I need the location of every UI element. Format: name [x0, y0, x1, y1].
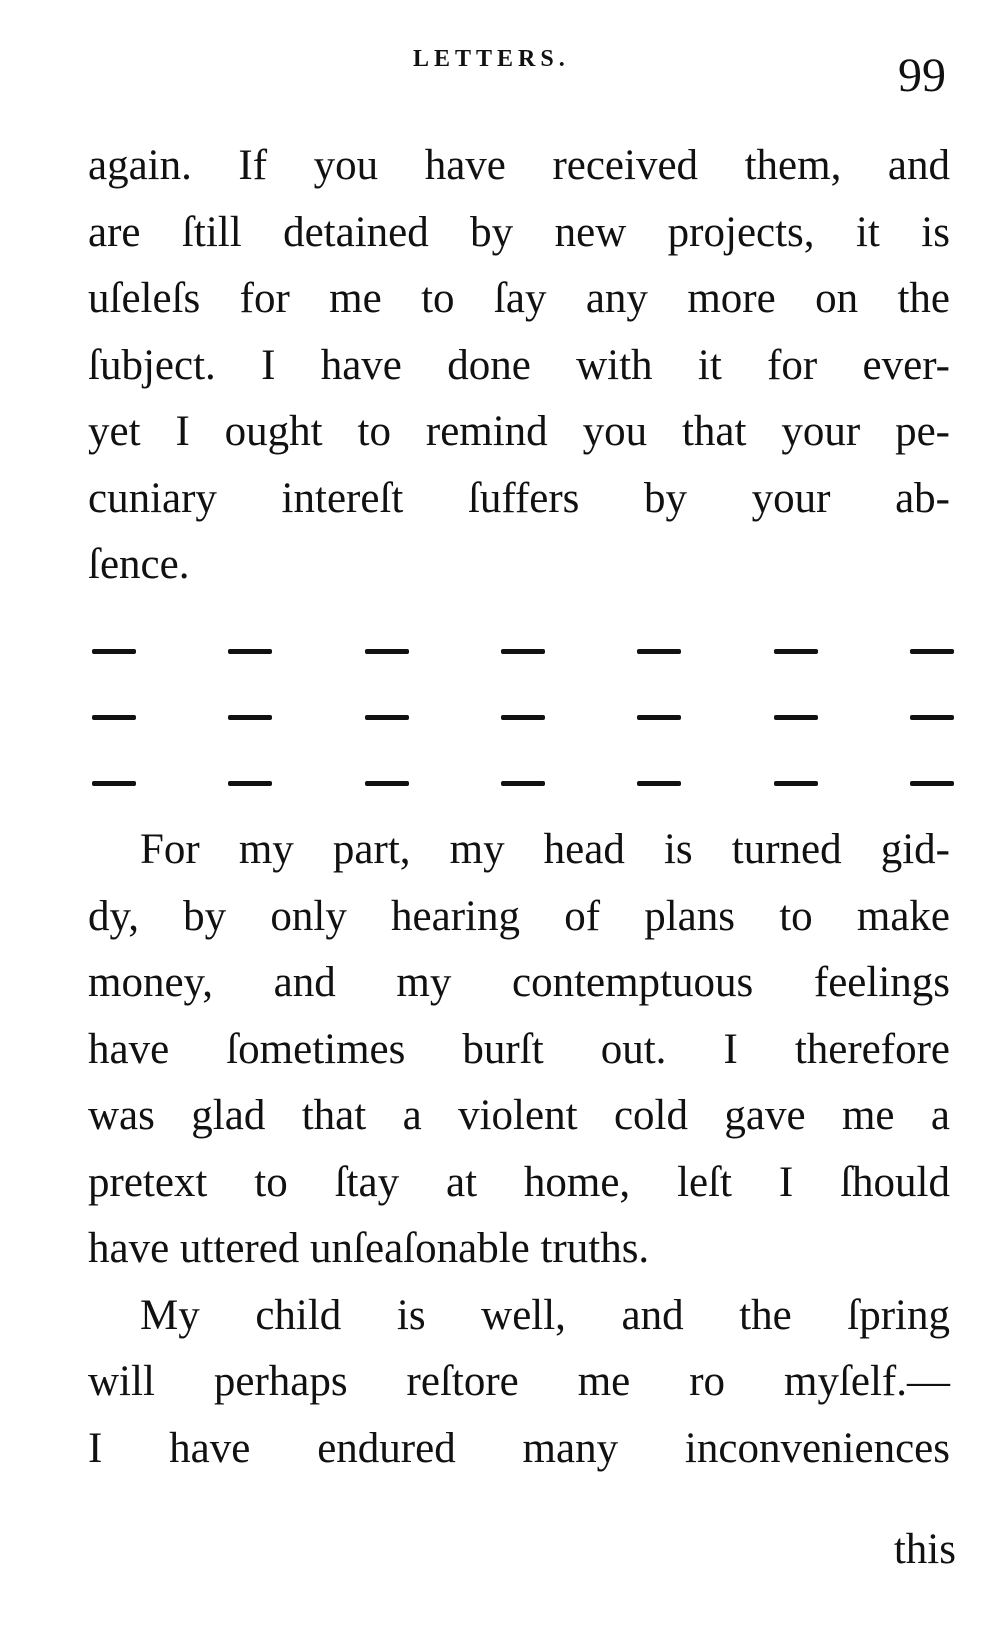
dash-mark: [92, 649, 136, 654]
dash-mark: [637, 781, 681, 786]
dash-mark: [774, 649, 818, 654]
omission-dashes: [92, 618, 954, 816]
dash-mark: [501, 649, 545, 654]
dash-mark: [365, 715, 409, 720]
dash-mark: [910, 649, 954, 654]
text-line: ſubject. I have done with it for ever-: [88, 341, 950, 389]
catchword: this: [893, 1526, 956, 1573]
paragraphs-2-3: [88, 817, 950, 1482]
dash-mark: [501, 715, 545, 720]
dash-mark: [910, 715, 954, 720]
text-line: are ſtill detained by new projects, it is: [88, 208, 950, 256]
text-line: again. If you have received them, and: [88, 142, 950, 189]
dash-mark: [637, 715, 681, 720]
text-line: yet I ought to remind you that your pe-: [88, 408, 950, 455]
dash-mark: [228, 781, 272, 786]
text-line: ſence.: [88, 541, 190, 588]
text-line: I have endured many inconveniences: [88, 1424, 950, 1472]
dash-mark: [228, 715, 272, 720]
running-title: LETTERS.: [413, 46, 570, 72]
dash-mark: [774, 781, 818, 786]
page-number: 99: [898, 49, 946, 102]
dash-row: [92, 750, 954, 816]
dash-row: [92, 684, 954, 750]
text-line: cuniary intereſt ſuffers by your ab-: [88, 474, 950, 522]
dash-mark: [228, 649, 272, 654]
dash-mark: [365, 781, 409, 786]
dash-mark: [910, 781, 954, 786]
dash-mark: [92, 781, 136, 786]
text-line: uſeleſs for me to ſay any more on the: [88, 275, 950, 322]
paragraph-1: [88, 133, 950, 599]
dash-mark: [92, 715, 136, 720]
text-line: have uttered unſeaſonable truths.: [88, 1225, 650, 1272]
dash-mark: [774, 715, 818, 720]
text-line: For my part, my head is turned gid-: [140, 826, 950, 873]
text-line: dy, by only hearing of plans to make: [88, 892, 950, 940]
dash-mark: [501, 781, 545, 786]
text-line: money, and my contemptuous feelings: [88, 959, 950, 1006]
text-line: have ſometimes burſt out. I therefore: [88, 1025, 950, 1073]
text-line: was glad that a violent cold gave me a: [88, 1092, 950, 1139]
text-line: pretext to ſtay at home, leſt I ſhould: [88, 1158, 950, 1206]
text-line: My child is well, and the ſpring: [140, 1291, 950, 1339]
dash-mark: [365, 649, 409, 654]
text-line: will perhaps reſtore me ro myſelf.—: [88, 1358, 950, 1405]
dash-mark: [637, 649, 681, 654]
dash-row: [92, 618, 954, 684]
